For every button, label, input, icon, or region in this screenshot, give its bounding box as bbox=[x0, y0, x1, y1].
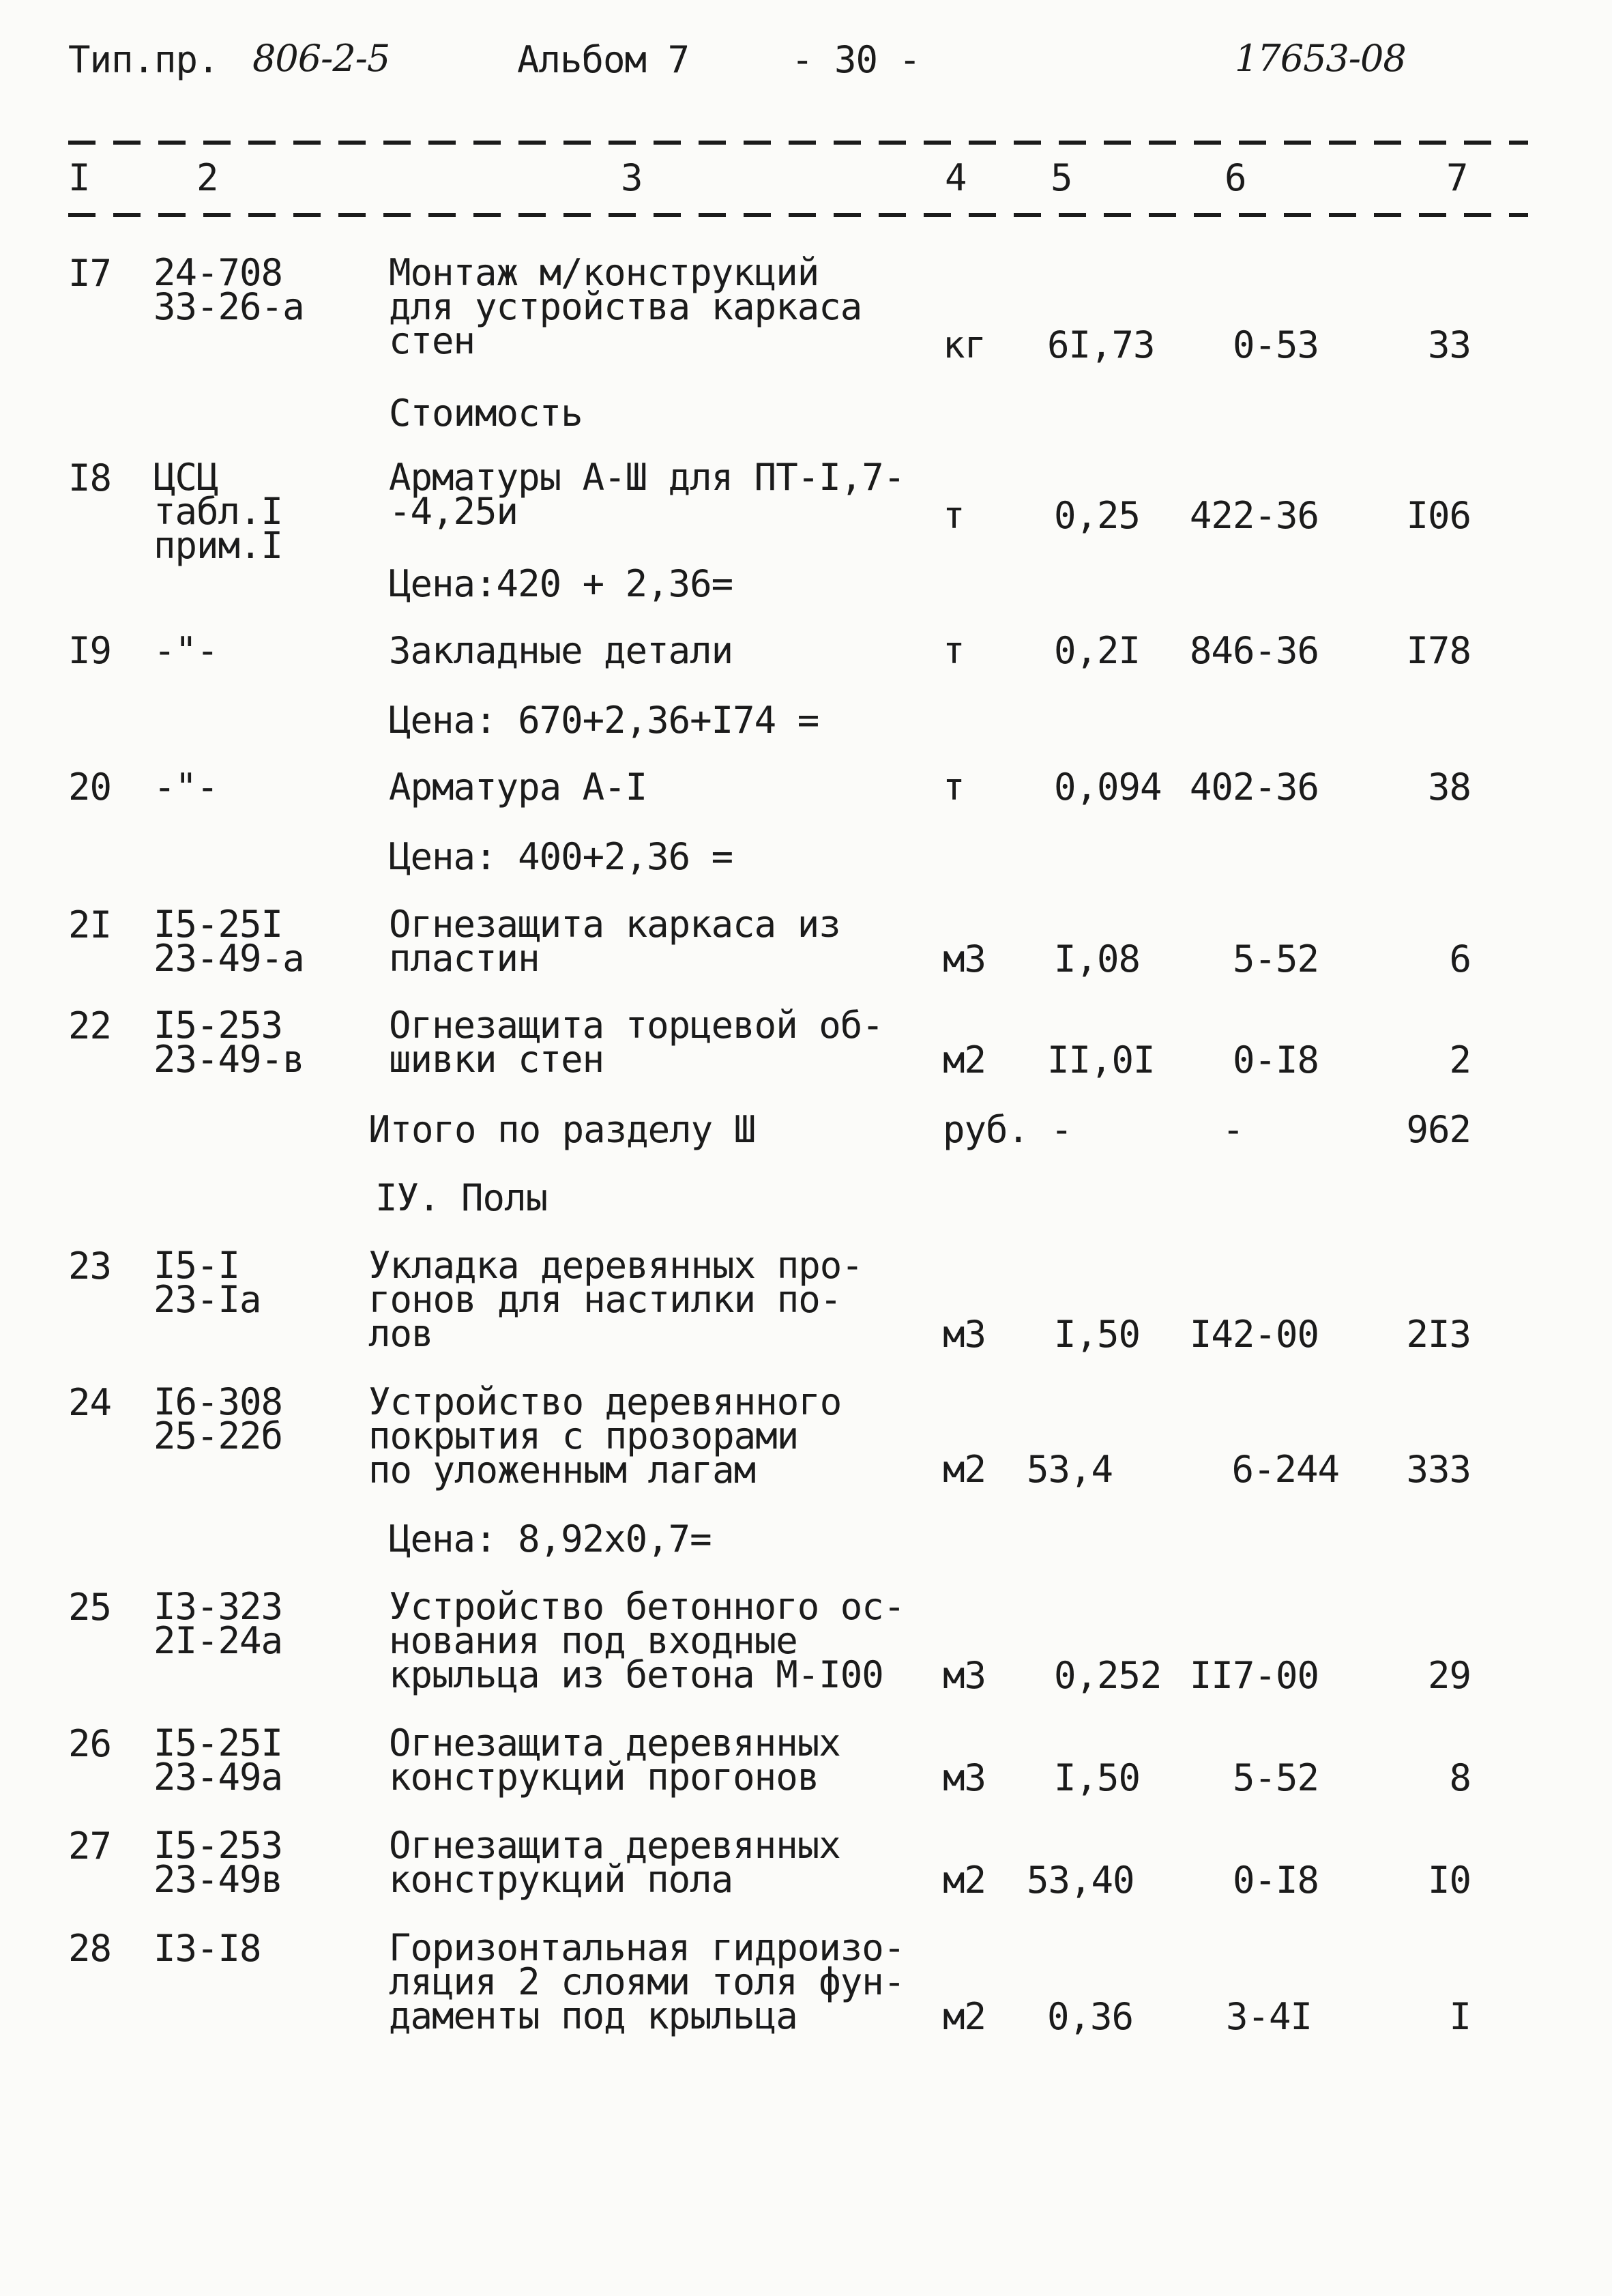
work-description: Укладка деревянных про- гонов для настилки по- лов bbox=[368, 1244, 863, 1355]
norm-code: I5-253 23-49-в bbox=[153, 1004, 304, 1081]
quantity: I,50 bbox=[1054, 1313, 1141, 1356]
unit-price: 3-4I bbox=[1225, 1995, 1312, 2038]
row-note: Цена: 400+2,36 = bbox=[389, 835, 733, 878]
unit: м3 bbox=[943, 1654, 986, 1697]
unit: т bbox=[943, 629, 965, 672]
norm-code: 24-708 33-26-а bbox=[153, 251, 304, 328]
work-description: Горизонтальная гидроизо- ляция 2 слоями толя фун- даменты под крыльца bbox=[389, 1926, 905, 2037]
quantity: 0,25 bbox=[1054, 494, 1141, 537]
project-code: 806-2-5 bbox=[252, 37, 390, 80]
quantity: 53,4 bbox=[1027, 1448, 1113, 1491]
row-number: 22 bbox=[68, 1004, 112, 1047]
unit: м3 bbox=[943, 1756, 986, 1799]
norm-code: I6-308 25-22б bbox=[153, 1380, 283, 1457]
row-number: I9 bbox=[68, 629, 112, 672]
work-description: Огнезащита деревянных конструкций прогонов bbox=[389, 1721, 840, 1799]
quantity: - bbox=[1051, 1108, 1072, 1151]
unit: руб. bbox=[943, 1108, 1029, 1151]
total-cost: 8 bbox=[1449, 1756, 1471, 1799]
unit-price: - bbox=[1222, 1108, 1244, 1151]
unit-price: 5-52 bbox=[1232, 1756, 1319, 1799]
unit-price: 6-244 bbox=[1231, 1448, 1339, 1491]
work-description: Огнезащита деревянных конструкций пола bbox=[389, 1824, 840, 1901]
norm-code: -"- bbox=[153, 766, 218, 809]
total-cost: 6 bbox=[1449, 938, 1471, 980]
unit-price: 846-36 bbox=[1189, 629, 1319, 672]
row-number: I8 bbox=[68, 456, 112, 499]
norm-code: I3-323 2I-24а bbox=[153, 1585, 283, 1662]
row-number: 28 bbox=[68, 1927, 112, 1970]
work-description: Устройство бетонного ос- нования под входные крыльца из бетона М-I00 bbox=[389, 1585, 905, 1696]
header-top-rule bbox=[68, 141, 1528, 145]
unit: м2 bbox=[943, 1859, 986, 1902]
unit-price: 402-36 bbox=[1189, 766, 1319, 809]
work-description: Огнезащита каркаса из пластин bbox=[389, 903, 840, 980]
unit: м2 bbox=[943, 1038, 986, 1081]
quantity: 53,40 bbox=[1027, 1859, 1134, 1902]
row-number: 27 bbox=[68, 1825, 112, 1868]
unit-price: 0-I8 bbox=[1232, 1038, 1319, 1081]
work-description: Огнезащита торцевой об- шивки стен bbox=[389, 1004, 883, 1081]
row-number: 20 bbox=[68, 766, 112, 809]
row-number: 23 bbox=[68, 1245, 112, 1288]
quantity: I,50 bbox=[1054, 1756, 1141, 1799]
norm-code: -"- bbox=[153, 629, 218, 672]
work-description: Устройство деревянного покрытия с прозорами по уложенным лагам bbox=[368, 1380, 842, 1492]
total-cost: I06 bbox=[1406, 494, 1471, 537]
work-description: Арматуры А-Ш для ПТ-I,7- -4,25и bbox=[389, 456, 905, 533]
row-note: Стоимость bbox=[389, 392, 583, 435]
column-header-1: I bbox=[68, 156, 90, 199]
unit-price: 5-52 bbox=[1232, 938, 1319, 980]
unit: т bbox=[943, 766, 965, 809]
norm-code: I5-253 23-49в bbox=[153, 1824, 283, 1901]
total-cost: 29 bbox=[1427, 1654, 1471, 1697]
work-description: Арматура А-I bbox=[389, 766, 647, 809]
unit: м2 bbox=[943, 1448, 986, 1491]
row-number: 26 bbox=[68, 1722, 112, 1765]
quantity: 0,36 bbox=[1047, 1995, 1134, 2038]
quantity: 0,094 bbox=[1054, 766, 1162, 809]
total-cost: 33 bbox=[1427, 323, 1471, 366]
section-heading: IУ. Полы bbox=[375, 1176, 548, 1219]
column-header-6: 6 bbox=[1225, 156, 1246, 199]
work-description: Закладные детали bbox=[389, 629, 733, 672]
unit-price: I42-00 bbox=[1189, 1313, 1319, 1356]
row-number: 25 bbox=[68, 1586, 112, 1629]
quantity: II,0I bbox=[1047, 1038, 1155, 1081]
total-cost: 2I3 bbox=[1406, 1313, 1471, 1356]
subtotal-label: Итого по разделу Ш bbox=[368, 1108, 756, 1151]
row-note: Цена: 8,92х0,7= bbox=[389, 1517, 712, 1560]
unit-price: II7-00 bbox=[1189, 1654, 1319, 1697]
norm-code: I5-25I 23-49-а bbox=[153, 903, 304, 980]
norm-code: I5-25I 23-49а bbox=[153, 1721, 283, 1799]
column-header-5: 5 bbox=[1051, 156, 1072, 199]
quantity: 6I,73 bbox=[1047, 323, 1155, 366]
total-cost: I78 bbox=[1406, 629, 1471, 672]
unit: м2 bbox=[943, 1995, 986, 2038]
unit-price: 0-I8 bbox=[1232, 1859, 1319, 1902]
unit: кг bbox=[943, 323, 986, 366]
page-number: - 30 - bbox=[791, 38, 921, 81]
column-header-4: 4 bbox=[945, 156, 967, 199]
row-number: 24 bbox=[68, 1381, 112, 1424]
total-cost: I0 bbox=[1427, 1859, 1471, 1902]
norm-code: I5-I 23-Iа bbox=[153, 1244, 261, 1321]
total-cost: 2 bbox=[1449, 1038, 1471, 1081]
total-cost: 962 bbox=[1406, 1108, 1471, 1151]
row-note: Цена: 670+2,36+I74 = bbox=[389, 699, 819, 742]
column-header-7: 7 bbox=[1446, 156, 1468, 199]
header-bottom-rule bbox=[68, 213, 1528, 217]
unit-price: 0-53 bbox=[1232, 323, 1319, 366]
quantity: 0,252 bbox=[1054, 1654, 1162, 1697]
quantity: I,08 bbox=[1054, 938, 1141, 980]
work-description: Монтаж м/конструкций для устройства каркаса стен bbox=[389, 251, 862, 362]
unit: т bbox=[943, 494, 965, 537]
album-label: Альбом 7 bbox=[517, 38, 690, 81]
column-header-3: 3 bbox=[621, 156, 643, 199]
unit-price: 422-36 bbox=[1189, 494, 1319, 537]
unit: м3 bbox=[943, 938, 986, 980]
row-number: 2I bbox=[68, 903, 112, 946]
doc-type-label: Тип.пр. bbox=[68, 38, 219, 81]
total-cost: 333 bbox=[1406, 1448, 1471, 1491]
column-header-2: 2 bbox=[196, 156, 218, 199]
norm-code: ЦСЦ табл.I прим.I bbox=[153, 456, 283, 567]
total-cost: I bbox=[1449, 1995, 1471, 2038]
quantity: 0,2I bbox=[1054, 629, 1141, 672]
total-cost: 38 bbox=[1427, 766, 1471, 809]
document-number: 17653-08 bbox=[1235, 37, 1406, 80]
row-note: Цена:420 + 2,36= bbox=[389, 562, 733, 605]
norm-code: I3-I8 bbox=[153, 1927, 261, 1970]
unit: м3 bbox=[943, 1313, 986, 1356]
row-number: I7 bbox=[68, 252, 112, 295]
